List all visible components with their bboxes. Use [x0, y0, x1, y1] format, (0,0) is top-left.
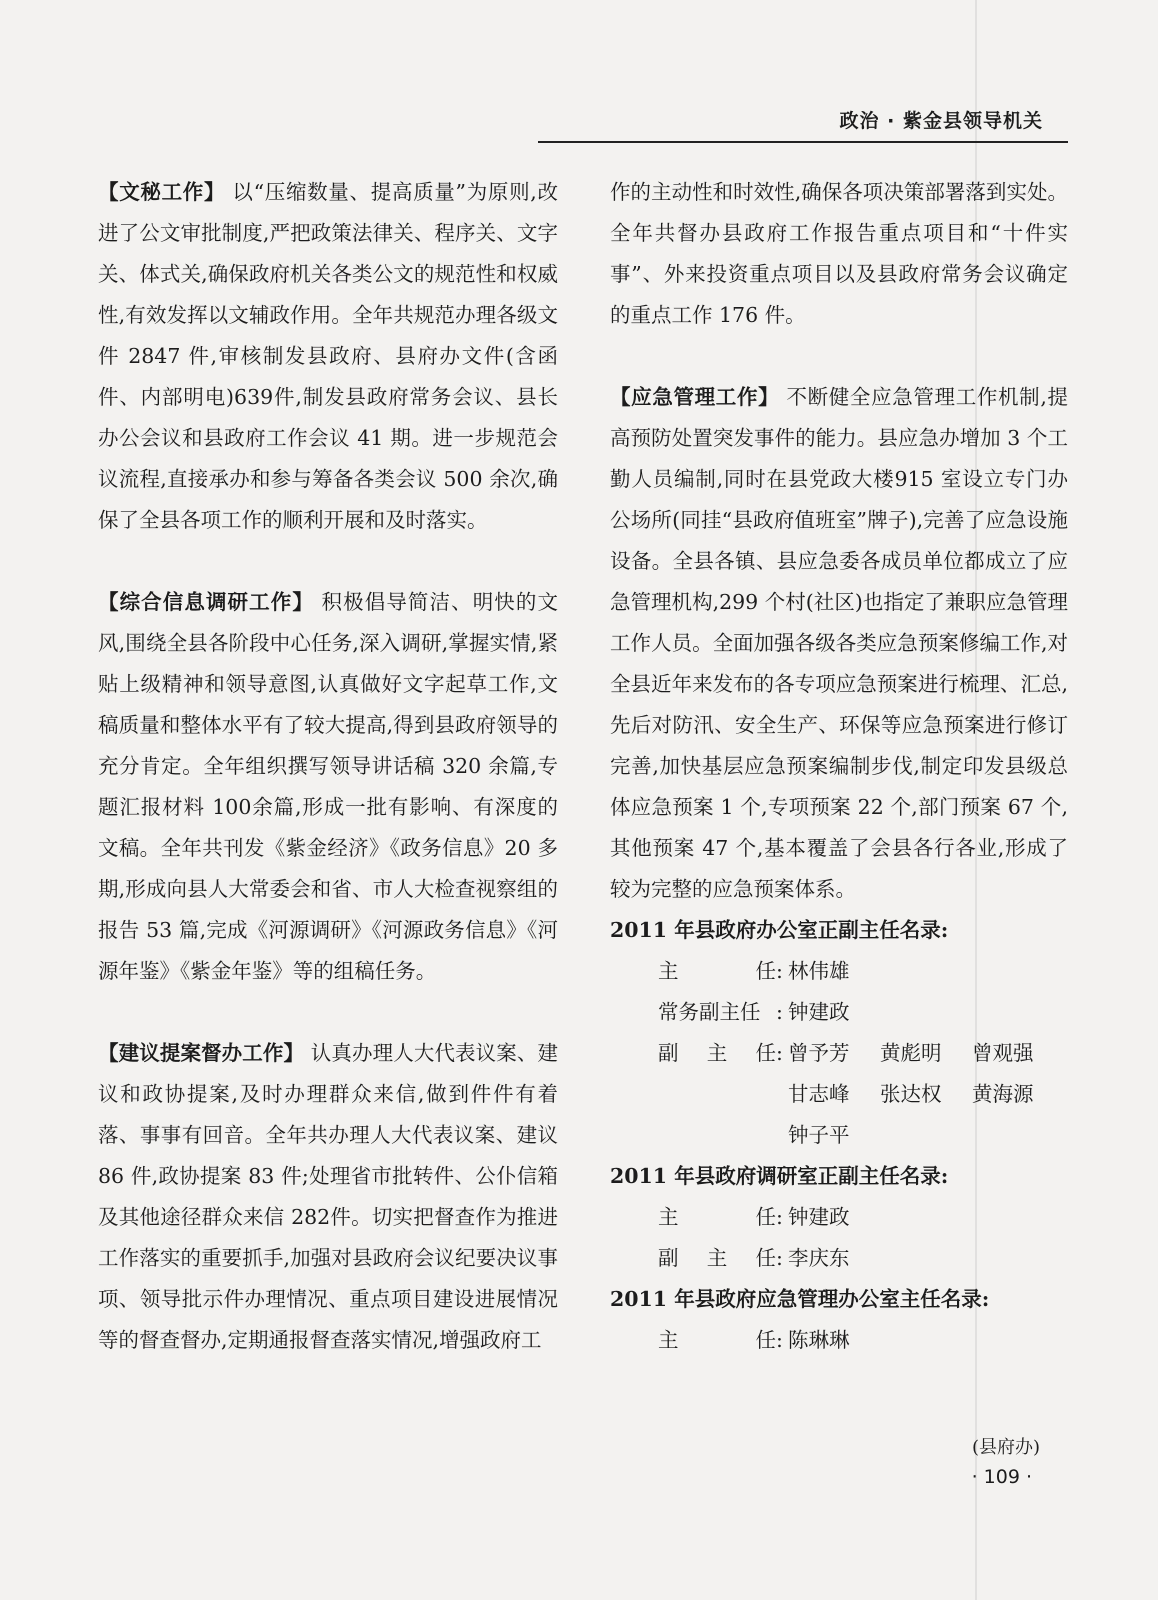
- roster-role: [658, 992, 776, 1033]
- roster-role-char: 常务副主任: [658, 1000, 761, 1024]
- paragraph-gap: [98, 541, 558, 582]
- roster-role-char: 任: [755, 1205, 776, 1229]
- roster-row: [610, 1197, 1068, 1238]
- roster-colon: :: [776, 959, 783, 983]
- roster-role-char: 任: [755, 1041, 776, 1065]
- roster-row: [610, 1033, 1068, 1074]
- roster-row: [610, 1115, 1068, 1156]
- left-column: [98, 172, 558, 1361]
- roster-row: [610, 992, 1068, 1033]
- roster-names: [788, 1074, 1064, 1115]
- roster-person-name: 黄海源: [972, 1082, 1034, 1106]
- section-body-secretarial: 以“压缩数量、提高质量”为原则,改进了公文审批制度,严把政策法律关、程序关、文字关、体式关,确保政府机关各类公文的规范性和权威性,有效发挥以文辅政作用。全年共规范办理各级文件 2847 件,审核制发县政府、县府办文件(含函件、内部明电)639件,制发县政府常务会议、县长办公会议和县政府工作会议 41 期。进一步规范会议流程,直接承办和参与筹备各类会议 500 余次,确保了全县各项工作的顺利开展和及时落实。: [98, 180, 559, 532]
- roster-names: [788, 1320, 880, 1361]
- roster-names: [788, 1197, 880, 1238]
- roster-title: 2011 年县政府办公室正副主任名录:: [610, 918, 949, 942]
- roster-person-name: 黄彪明: [880, 1041, 942, 1065]
- roster-person-name: 李庆东: [788, 1246, 850, 1270]
- roster-person-name: 林伟雄: [788, 959, 850, 983]
- running-head: 政治 · 紫金县领导机关: [839, 110, 1043, 132]
- roster-person-name: 钟子平: [788, 1123, 850, 1147]
- section-body-emergency: 不断健全应急管理工作机制,提高预防处置突发事件的能力。县应急办增加 3 个工勤人员编制,同时在县党政大楼915 室设立专门办公场所(同挂“县政府值班室”牌子),完善了应急设施设备。全县各镇、县应急委各成员单位都成立了应急管理机构,299 个村(社区)也指定了兼职应急管理工作人员。全面加强各级各类应急预案修编工作,对全县近年来发布的各专项应急预案进行梳理、汇总,先后对防汛、安全生产、环保等应急预案进行修订完善,加快基层应急预案编制步伐,制定印发县级总体应急预案 1 个,专项预案 22 个,部门预案 67 个,其他预案 47 个,基本覆盖了会县各行各业,形成了较为完整的应急预案体系。: [610, 385, 1068, 901]
- paragraph-supervision: [98, 1033, 558, 1361]
- roster-person-name: 陈琳琳: [788, 1328, 850, 1352]
- roster-role: [658, 951, 776, 992]
- page-number: · 109 ·: [971, 1466, 1032, 1488]
- paragraph-gap: [98, 992, 558, 1033]
- roster-person-name: 钟建政: [788, 1205, 850, 1229]
- roster-role-char: 任: [755, 1328, 776, 1352]
- roster-title: 2011 年县政府应急管理办公室主任名录:: [610, 1287, 990, 1311]
- paragraph-research: [98, 582, 558, 992]
- roster-role-char: 任: [755, 1246, 776, 1270]
- paragraph-gap: [610, 336, 1068, 377]
- roster-row: [610, 1074, 1068, 1115]
- roster-row: [610, 951, 1068, 992]
- roster-role-char: 主: [706, 1041, 728, 1065]
- roster-role-char: 副: [658, 1041, 679, 1065]
- roster-colon: :: [776, 1328, 783, 1352]
- paragraph-supervision-continued: 作的主动性和时效性,确保各项决策部署落到实处。全年共督办县政府工作报告重点项目和“十件实事”、外来投资重点项目以及县政府常务会议确定的重点工作 176 件。: [610, 180, 1068, 327]
- roster-names: [788, 992, 880, 1033]
- source-attribution: (县府办): [971, 1437, 1040, 1458]
- roster-person-name: 张达权: [880, 1082, 942, 1106]
- roster-role: [658, 1320, 776, 1361]
- roster-role-char: 主: [658, 959, 679, 983]
- roster-person-name: 甘志峰: [788, 1082, 850, 1106]
- roster-role-char: 副: [658, 1246, 679, 1270]
- roster-names: [788, 1115, 880, 1156]
- roster-role: [658, 1033, 776, 1074]
- roster-colon: :: [776, 1041, 783, 1065]
- right-column: [610, 172, 1068, 1361]
- roster-names: [788, 1238, 880, 1279]
- roster-role: [658, 1197, 776, 1238]
- roster-role-char: 主: [658, 1328, 679, 1352]
- roster-role-char: 任: [755, 959, 776, 983]
- roster-row: [610, 1238, 1068, 1279]
- roster-role-char: 主: [658, 1205, 679, 1229]
- section-body-research: 积极倡导简洁、明快的文风,围绕全县各阶段中心任务,深入调研,掌握实情,紧贴上级精神和领导意图,认真做好文字起草工作,文稿质量和整体水平有了较大提高,得到县政府领导的充分肯定。全年组织撰写领导讲话稿 320 余篇,专题汇报材料 100余篇,形成一批有影响、有深度的文稿。全年共刊发《紫金经济》《政务信息》20 多期,形成向县人大常委会和省、市人大检查视察组的报告 53 篇,完成《河源调研》《河源政务信息》《河源年鉴》《紫金年鉴》等的组稿任务。: [98, 590, 558, 983]
- header-rule: [538, 141, 1068, 143]
- section-body-supervision: 认真办理人大代表议案、建议和政协提案,及时办理群众来信,做到件件有着落、事事有回音。全年共办理人大代表议案、建议 86 件,政协提案 83 件;处理省市批转件、公仆信箱及其他途径群众来信 282件。切实把督查作为推进工作落实的重要抓手,加强对县政府会议纪要决议事项、领导批示件办理情况、重点项目建设进展情况等的督查督办,定期通报督查落实情况,增强政府工: [98, 1041, 559, 1352]
- roster-title: 2011 年县政府调研室正副主任名录:: [610, 1164, 949, 1188]
- roster-names: [788, 951, 880, 992]
- roster-person-name: 曾观强: [972, 1041, 1034, 1065]
- section-heading-research: 【综合信息调研工作】: [98, 590, 314, 614]
- roster-names: [788, 1033, 1064, 1074]
- roster-row: [610, 1320, 1068, 1361]
- roster-person-name: 钟建政: [788, 1000, 850, 1024]
- paragraph-emergency: [610, 377, 1068, 910]
- section-heading-secretarial: 【文秘工作】: [98, 180, 226, 204]
- paragraph-secretarial: [98, 172, 558, 541]
- section-heading-emergency: 【应急管理工作】: [610, 385, 780, 409]
- roster-role: [658, 1238, 776, 1279]
- roster-colon: :: [776, 1205, 783, 1229]
- roster-person-name: 曾予芳: [788, 1041, 850, 1065]
- section-heading-supervision: 【建议提案督办工作】: [98, 1041, 305, 1065]
- roster-colon: :: [776, 1246, 783, 1270]
- roster-role-char: 主: [706, 1246, 728, 1270]
- leadership-rosters: [610, 910, 1068, 1361]
- roster-colon: :: [776, 1000, 783, 1024]
